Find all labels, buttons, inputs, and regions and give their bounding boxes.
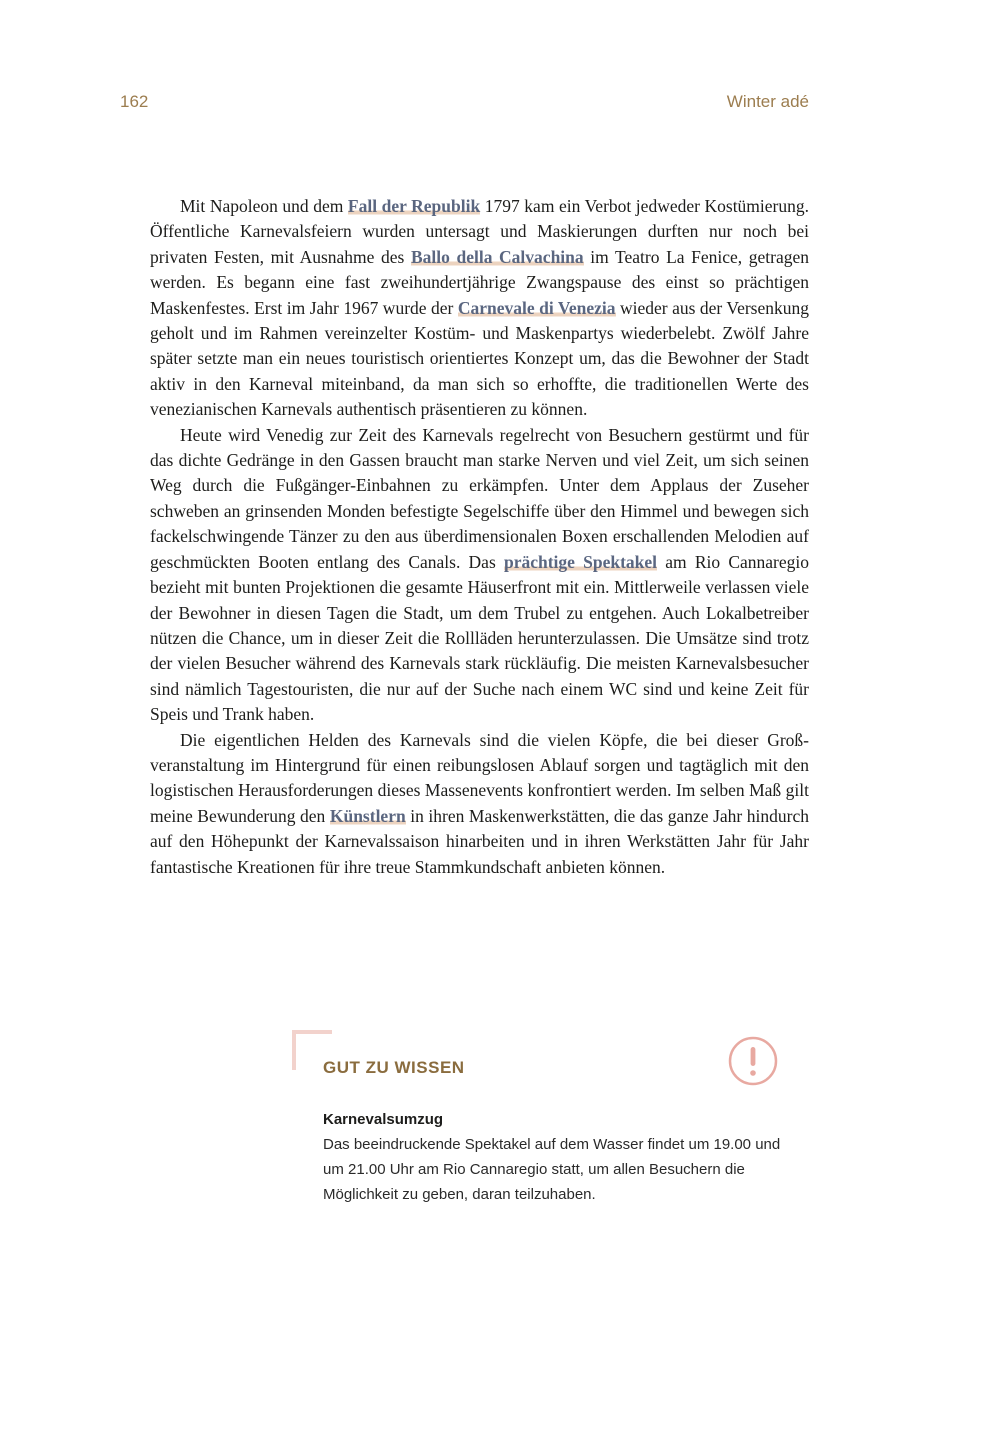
body-text bbox=[150, 194, 809, 880]
paragraph-napoleon bbox=[150, 194, 809, 423]
chapter-title: Winter adé bbox=[726, 92, 809, 111]
text-run: im Teatro La Fenice, getragen werden. Es begann eine fast zweihundertjährige Zwangspause des einst so prächtigen Maskenfestes. Erst im Jahr 1967 wurde der bbox=[150, 246, 809, 318]
text-run: Die eigentlichen Helden des Karnevals sind die vielen Köpfe, die bei dieser Großveranstaltung im Hintergrund für einen reibungslosen Ablauf sorgen und tagtäglich mit den logistischen Herausforderungen dieses Massenevents konfrontiert werden. Im selben Maß gilt meine Bewunderung den bbox=[150, 729, 809, 826]
text-run: in ihren Maskenwerkstätten, die das ganze Jahr hindurch auf den Höhepunkt der Karnevalssaison hinarbeiten und in ihren Werkstätten Jahr für Jahr fantastische Kreationen für ihre treue Stammkundschaft anbieten können. bbox=[150, 805, 810, 877]
paragraph-heute bbox=[150, 423, 809, 728]
info-box-heading: GUT ZU WISSEN bbox=[323, 1058, 465, 1077]
info-box-gut-zu-wissen bbox=[292, 1030, 792, 1220]
running-head bbox=[120, 92, 809, 118]
link-carnevale-di-venezia[interactable]: Carnevale di Venezia bbox=[457, 297, 616, 318]
text-run: Heute wird Venedig zur Zeit des Karnevals regelrecht von Besuchern gestürmt und für das dichte Gedränge in den Gassen braucht man starke Nerven und viel Zeit, um sich seinen Weg durch die Fußgänger-Einbahnen zu erkämpfen. Unter dem Applaus der Zuseher schweben an grinsenden Monden befestigte Segelschiffe über den Himmel und bewegen sich fackelschwingende Tänzer zu den aus überdimensionalen Boxen erschallenden Melodien auf geschmückten Booten entlang des Canals. Das bbox=[150, 424, 809, 572]
link-kuenstlern[interactable]: Künstlern bbox=[329, 805, 406, 826]
text-run: 1797 kam ein Verbot jedweder Kostümierung. Öffentliche Karnevalsfeiern wurden untersagt und Maskierungen durften nur noch bei privaten Festen, mit Ausnahme des bbox=[150, 196, 809, 267]
paragraph-helden bbox=[150, 728, 809, 880]
text-run: wieder aus der Versenkung geholt und im Rahmen vereinzelter Kostüm- und Maskenpartys wiederbelebt. Zwölf Jahre später setzte man ein neues touristisch orientiertes Konzept um, das die Bewohner der Stadt aktiv in den Karneval miteinband, da man sich so erhoffte, die traditionellen Werte des venezianischen Karnevals authentisch präsentieren zu können. bbox=[150, 297, 809, 420]
text-run: am Rio Cannaregio bezieht mit bunten Projektionen die gesamte Häuserfront mit ein. Mittlerweile verlassen viele der Bewohner in diesen Tagen die Stadt, um dem Trubel zu entgehen. Auch Lokalbetreiber nützen die Chance, um in dieser Zeit die Rollläden herunterzulassen. Die Umsätze sind trotz der vielen Besucher während des Karnevals stark rückläufig. Die meisten Karnevalsbesucher sind nämlich Tagestouristen, die nur auf der Suche nach einem WC sind und keine Zeit für Speis und Trank haben. bbox=[150, 551, 809, 725]
text-run: Mit Napoleon und dem bbox=[180, 196, 348, 216]
link-ballo-della-calvachina[interactable]: Ballo della Calvachina bbox=[410, 246, 584, 267]
link-fall-der-republik[interactable]: Fall der Republik bbox=[347, 196, 481, 216]
exclamation-icon bbox=[728, 1036, 778, 1086]
link-praechtige-spektakel[interactable]: prächtige Spektakel bbox=[503, 551, 658, 572]
info-box-subheading: Karnevalsumzug bbox=[323, 1111, 444, 1128]
info-box-text: Das beeindruckende Spektakel auf dem Wasser findet um 19.00 und um 21.00 Uhr am Rio Cannaregio statt, um allen Besuchern die Möglichkeit zu geben, daran teilzuhaben. bbox=[323, 1136, 781, 1203]
page-number: 162 bbox=[120, 92, 149, 111]
